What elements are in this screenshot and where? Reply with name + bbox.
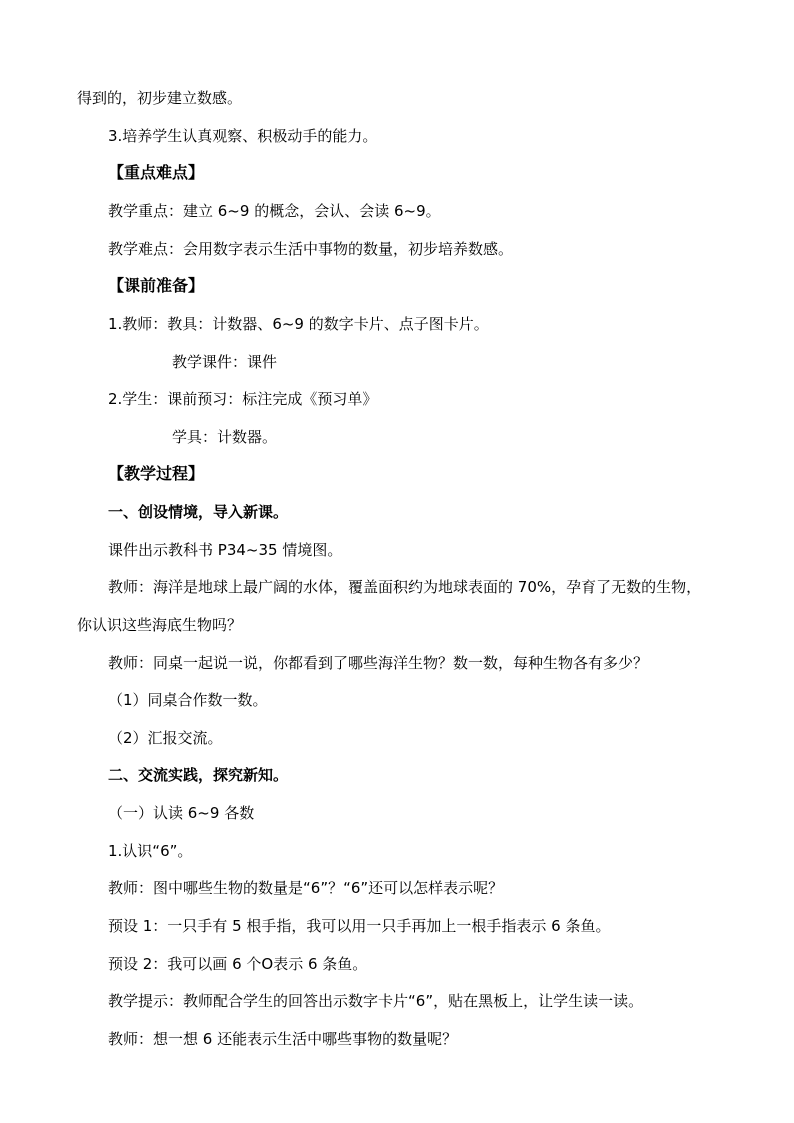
teacher-ocean-1: 教师：海洋是地球上最广阔的水体，覆盖面积约为地球表面的 70%，孕育了无数的生物， [108, 578, 702, 596]
objective-3: 3.培养学生认真观察、积极动手的能力。 [108, 127, 378, 145]
key-point-text: 教学重点：建立 6~9 的概念，会认、会读 6~9。 [108, 202, 441, 220]
prep-teacher-courseware: 教学课件：课件 [172, 353, 278, 371]
prep-teacher: 1.教师：教具：计数器、6~9 的数字卡片、点子图卡片。 [108, 315, 489, 333]
section-2-title: 二、交流实践，探究新知。 [108, 766, 289, 784]
heading-key-points: 【重点难点】 [108, 163, 205, 182]
teaching-tip: 教学提示：教师配合学生的回答出示数字卡片“6”，贴在黑板上，让学生读一读。 [108, 992, 644, 1010]
heading-preparation: 【课前准备】 [108, 276, 205, 295]
recognize-6: 1.认识“6”。 [108, 842, 193, 860]
prep-student-tools: 学具：计数器。 [172, 428, 278, 446]
section-1-title: 一、创设情境，导入新课。 [108, 503, 289, 521]
preset-2: 预设 2：我可以画 6 个O表示 6 条鱼。 [108, 955, 368, 973]
difficulty-text: 教学难点：会用数字表示生活中事物的数量，初步培养数感。 [108, 240, 514, 258]
prep-student: 2.学生：课前预习：标注完成《预习单》 [108, 390, 378, 408]
subsection-1-title: （一）认读 6~9 各数 [108, 804, 255, 822]
teacher-discuss: 教师：同桌一起说一说，你都看到了哪些海洋生物？数一数，每种生物各有多少？ [108, 654, 649, 672]
text-line-1: 得到的，初步建立数感。 [77, 89, 243, 107]
step-1: （1）同桌合作数一数。 [108, 691, 268, 709]
courseware-line: 课件出示教科书 P34~35 情境图。 [108, 541, 343, 559]
teacher-ocean-2: 你认识这些海底生物吗？ [77, 616, 243, 634]
heading-process: 【教学过程】 [108, 464, 205, 483]
teacher-question-6: 教师：图中哪些生物的数量是“6”？“6”还可以怎样表示呢？ [108, 879, 504, 897]
step-2: （2）汇报交流。 [108, 729, 223, 747]
teacher-think: 教师：想一想 6 还能表示生活中哪些事物的数量呢？ [108, 1030, 458, 1048]
preset-1: 预设 1：一只手有 5 根手指，我可以用一只手再加上一根手指表示 6 条鱼。 [108, 917, 611, 935]
